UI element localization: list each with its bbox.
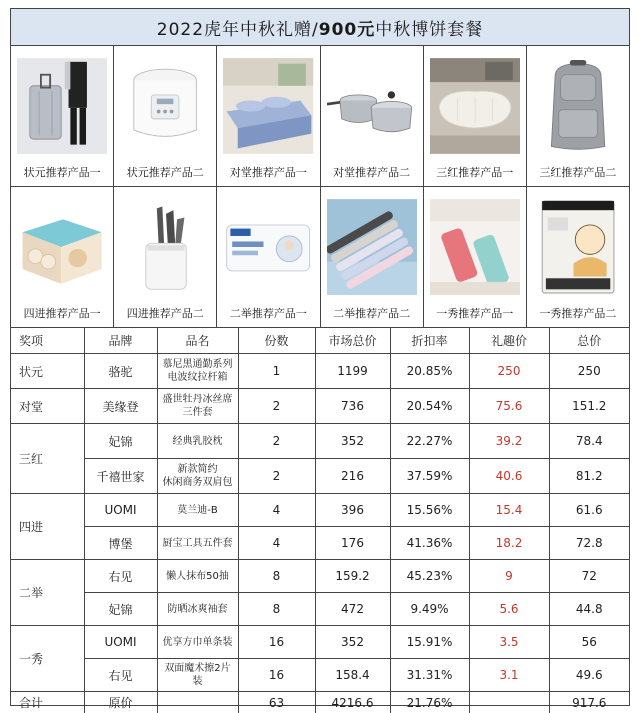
product-caption: 二举推荐产品二: [333, 307, 411, 320]
brand-cell: 右见: [84, 560, 157, 593]
brand-cell: 博堡: [84, 527, 157, 560]
title-prefix: 2022虎年中秋礼赠/: [156, 19, 319, 40]
product-name-cell: 经典乳胶枕: [157, 424, 238, 459]
gift-package-sheet: [10, 8, 630, 711]
product-name-line: 盛世牡丹冰丝席: [162, 394, 233, 405]
table-row: [11, 659, 629, 692]
total-cell: 81.2: [549, 459, 629, 494]
brand-cell: UOMI: [84, 494, 157, 527]
price-cell: 15.4: [469, 494, 549, 527]
brand-cell: 右见: [84, 659, 157, 692]
total-label: 合计: [11, 692, 84, 713]
product-name-line: 慕尼黑通勤系列: [162, 359, 233, 370]
brand-cell: 美缘登: [84, 389, 157, 424]
qty-cell: 2: [238, 459, 315, 494]
table-row: [11, 560, 629, 593]
price-cell: 250: [469, 354, 549, 389]
suitcase-icon: [17, 54, 107, 158]
discount-cell: 20.85%: [390, 354, 469, 389]
total-market: 4216.6: [315, 692, 390, 713]
award-cell: 状元: [11, 354, 84, 389]
title-suffix: 中秋博饼套餐: [375, 19, 484, 40]
total-cell: 72.8: [549, 527, 629, 560]
product-card: [424, 46, 527, 186]
product-caption: 一秀推荐产品一: [436, 307, 514, 320]
product-name-cell: [157, 389, 238, 424]
price-cell: 39.2: [469, 424, 549, 459]
discount-cell: 9.49%: [390, 593, 469, 626]
total-cell: 250: [549, 354, 629, 389]
total-cell: 61.6: [549, 494, 629, 527]
column-header-product: 品名: [157, 328, 238, 354]
award-cell: 二举: [11, 560, 84, 626]
qty-cell: 2: [238, 389, 315, 424]
product-name-line: 休闲商务双肩包: [162, 477, 233, 488]
table-row: [11, 494, 629, 527]
market-cell: 396: [315, 494, 390, 527]
column-header-qty: 份数: [238, 328, 315, 354]
title-price: 900元: [318, 19, 376, 40]
total-cell: 78.4: [549, 424, 629, 459]
column-header-award: 奖项: [11, 328, 84, 354]
discount-cell: 20.54%: [390, 389, 469, 424]
empty-cell: [157, 692, 238, 713]
qty-cell: 8: [238, 560, 315, 593]
table-row: [11, 626, 629, 659]
empty-cell: [469, 692, 549, 713]
product-card: [424, 187, 527, 327]
qty-cell: 1: [238, 354, 315, 389]
product-card: [11, 46, 114, 186]
market-cell: 736: [315, 389, 390, 424]
market-cell: 472: [315, 593, 390, 626]
market-cell: 216: [315, 459, 390, 494]
total-cell: 72: [549, 560, 629, 593]
price-cell: 18.2: [469, 527, 549, 560]
market-cell: 158.4: [315, 659, 390, 692]
grand-total: 917.6: [549, 692, 629, 713]
table-row: [11, 389, 629, 424]
bedding-icon: [223, 54, 313, 158]
price-cell: 3.1: [469, 659, 549, 692]
product-caption: 对堂推荐产品二: [333, 166, 411, 179]
price-cell: 9: [469, 560, 549, 593]
qty-cell: 4: [238, 494, 315, 527]
product-caption: 三红推荐产品二: [539, 166, 617, 179]
table-header-row: [11, 328, 629, 354]
product-name-cell: 优享方巾单条装: [157, 626, 238, 659]
discount-cell: 15.56%: [390, 494, 469, 527]
table-row: [11, 527, 629, 560]
column-header-brand: 品牌: [84, 328, 157, 354]
market-cell: 1199: [315, 354, 390, 389]
total-qty: 63: [238, 692, 315, 713]
pot-icon: [327, 54, 417, 158]
brand-cell: 妃锦: [84, 593, 157, 626]
price-cell: 40.6: [469, 459, 549, 494]
total-cell: 151.2: [549, 389, 629, 424]
product-caption: 一秀推荐产品二: [539, 307, 617, 320]
award-cell: 一秀: [11, 626, 84, 692]
discount-cell: 22.27%: [390, 424, 469, 459]
product-card: [217, 46, 320, 186]
product-name-cell: 防晒冰爽袖套: [157, 593, 238, 626]
brand-cell: 千禧世家: [84, 459, 157, 494]
wipes-pack-icon: [223, 195, 313, 299]
pillow-icon: [430, 54, 520, 158]
sleeves-icon: [327, 195, 417, 299]
product-name-cell: 双面魔术擦2片装: [157, 659, 238, 692]
total-row: [11, 692, 629, 713]
award-cell: 三红: [11, 424, 84, 494]
discount-cell: 31.31%: [390, 659, 469, 692]
product-name-cell: 懒人抹布50抽: [157, 560, 238, 593]
price-cell: 75.6: [469, 389, 549, 424]
product-caption: 四进推荐产品二: [126, 307, 204, 320]
product-caption: 二举推荐产品一: [229, 307, 307, 320]
qty-cell: 16: [238, 626, 315, 659]
column-header-discount: 折扣率: [390, 328, 469, 354]
product-card: [527, 187, 629, 327]
backpack-icon: [533, 54, 623, 158]
product-gallery-row-2: [11, 186, 629, 327]
product-name-cell: [157, 354, 238, 389]
product-card: [527, 46, 629, 186]
brand-cell: UOMI: [84, 626, 157, 659]
page-title: [11, 9, 629, 46]
discount-cell: 45.23%: [390, 560, 469, 593]
price-table: [11, 327, 629, 713]
award-cell: 对堂: [11, 389, 84, 424]
brand-cell: 妃锦: [84, 424, 157, 459]
gift-box-icon: [17, 195, 107, 299]
qty-cell: 4: [238, 527, 315, 560]
award-cell: 四进: [11, 494, 84, 560]
product-name-cell: 莫兰迪-B: [157, 494, 238, 527]
market-cell: 352: [315, 424, 390, 459]
product-card: [321, 46, 424, 186]
product-card: [217, 187, 320, 327]
original-price-label: 原价: [84, 692, 157, 713]
product-card: [114, 46, 217, 186]
column-header-price: 礼趣价: [469, 328, 549, 354]
table-row: [11, 354, 629, 389]
product-card: [11, 187, 114, 327]
discount-cell: 15.91%: [390, 626, 469, 659]
product-name-line: 新款简约: [177, 464, 218, 475]
product-name-line: 三件套: [182, 407, 213, 418]
towels-icon: [430, 195, 520, 299]
product-card: [321, 187, 424, 327]
sponge-pack-icon: [533, 195, 623, 299]
product-name-line: 电波纹拉杆箱: [167, 372, 228, 383]
product-caption: 四进推荐产品一: [23, 307, 101, 320]
product-caption: 对堂推荐产品一: [229, 166, 307, 179]
brand-cell: 骆驼: [84, 354, 157, 389]
knife-set-icon: [120, 195, 210, 299]
table-row: [11, 459, 629, 494]
discount-cell: 37.59%: [390, 459, 469, 494]
total-cell: 56: [549, 626, 629, 659]
product-caption: 状元推荐产品二: [126, 166, 204, 179]
total-discount: 21.76%: [390, 692, 469, 713]
qty-cell: 2: [238, 424, 315, 459]
market-cell: 159.2: [315, 560, 390, 593]
product-card: [114, 187, 217, 327]
qty-cell: 8: [238, 593, 315, 626]
total-cell: 44.8: [549, 593, 629, 626]
product-gallery-row-1: [11, 46, 629, 186]
product-name-cell: 厨宝工具五件套: [157, 527, 238, 560]
market-cell: 352: [315, 626, 390, 659]
table-row: [11, 593, 629, 626]
price-cell: 5.6: [469, 593, 549, 626]
price-cell: 3.5: [469, 626, 549, 659]
product-name-cell: [157, 459, 238, 494]
product-caption: 状元推荐产品一: [23, 166, 101, 179]
total-cell: 49.6: [549, 659, 629, 692]
table-row: [11, 424, 629, 459]
discount-cell: 41.36%: [390, 527, 469, 560]
product-caption: 三红推荐产品一: [436, 166, 514, 179]
qty-cell: 16: [238, 659, 315, 692]
rice-cooker-icon: [120, 54, 210, 158]
market-cell: 176: [315, 527, 390, 560]
column-header-market: 市场总价: [315, 328, 390, 354]
column-header-total: 总价: [549, 328, 629, 354]
